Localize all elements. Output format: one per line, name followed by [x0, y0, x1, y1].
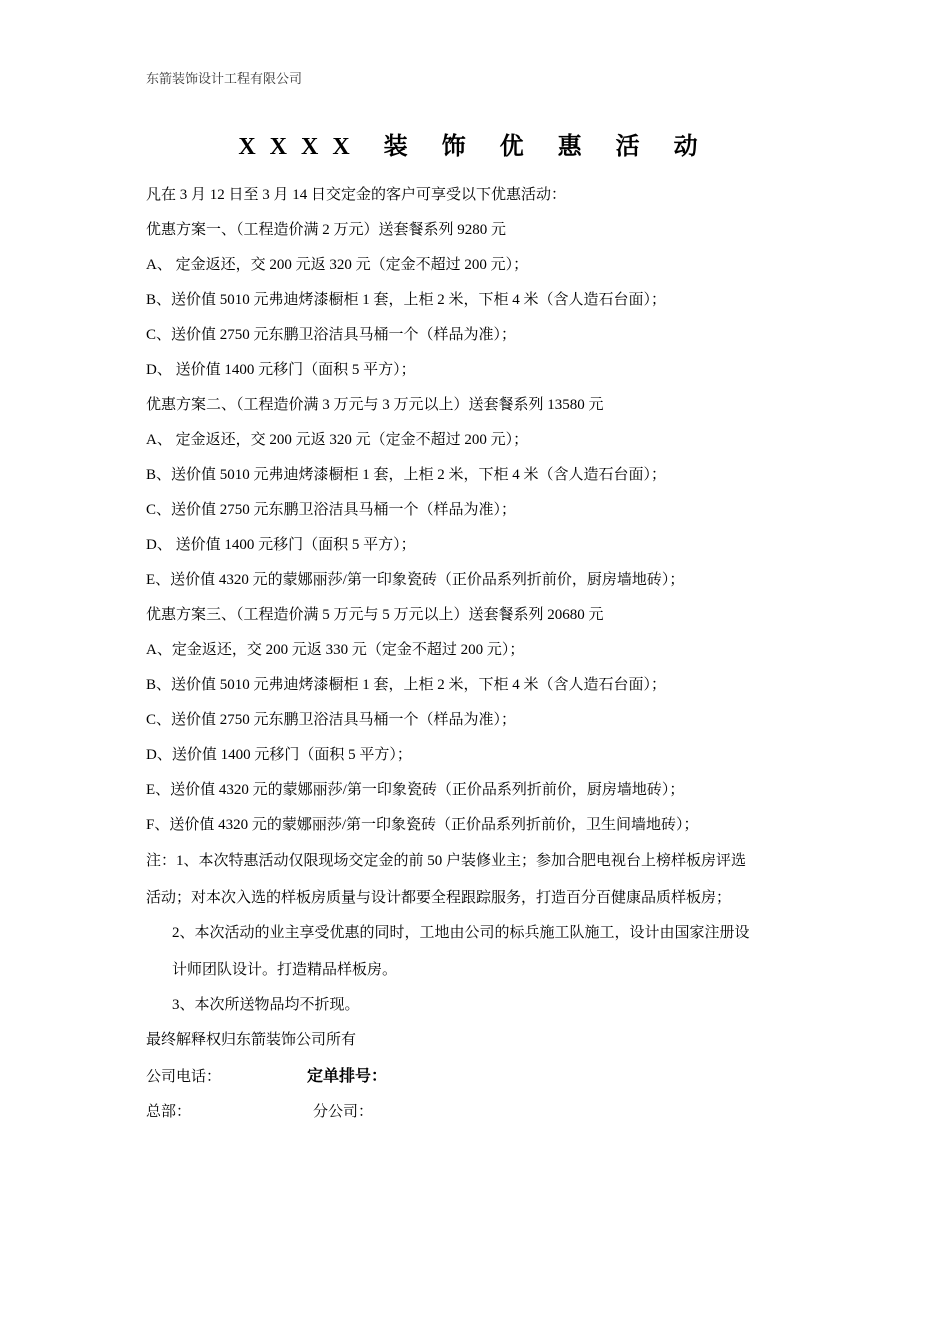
plan2-item-e: E、送价值 4320 元的蒙娜丽莎/第一印象瓷砖（正价品系列折前价，厨房墙地砖）；: [146, 572, 685, 588]
plan2-item-d: D、 送价值 1400 元移门（面积 5 平方）；: [146, 537, 416, 553]
plan1-item-c: C、送价值 2750 元东鹏卫浴洁具马桶一个（样品为准）；: [146, 327, 517, 343]
page-header: 东箭装饰设计工程有限公司: [146, 71, 303, 86]
plan3-item-d: D、送价值 1400 元移门（面积 5 平方）；: [146, 747, 412, 763]
hq-label: 总部：: [146, 1104, 192, 1120]
order-label: 定单排号：: [307, 1068, 388, 1085]
branch-label: 分公司：: [313, 1104, 374, 1120]
plan3-title: 优惠方案三、（工程造价满 5 万元与 5 万元以上）送套餐系列 20680 元: [146, 607, 604, 623]
plan3-item-a: A、定金返还，交 200 元返 330 元（定金不超过 200 元）；: [146, 642, 525, 658]
plan2-item-a: A、 定金返还，交 200 元返 320 元（定金不超过 200 元）；: [146, 432, 529, 448]
note-2-line-1: 2、本次活动的业主享受优惠的同时，工地由公司的标兵施工队施工，设计由国家注册设: [172, 925, 750, 941]
plan1-item-a: A、 定金返还，交 200 元返 320 元（定金不超过 200 元）；: [146, 257, 529, 273]
plan1-item-d: D、 送价值 1400 元移门（面积 5 平方）；: [146, 362, 416, 378]
plan3-item-b: B、送价值 5010 元弗迪烤漆橱柜 1 套，上柜 2 米，下柜 4 米（含人造石台面）；: [146, 677, 667, 693]
plan2-item-c: C、送价值 2750 元东鹏卫浴洁具马桶一个（样品为准）；: [146, 502, 517, 518]
plan3-item-c: C、送价值 2750 元东鹏卫浴洁具马桶一个（样品为准）；: [146, 712, 517, 728]
note-1-line-2: 活动；对本次入选的样板房质量与设计都要全程跟踪服务，打造百分百健康品质样板房；: [146, 890, 732, 906]
intro-text: 凡在 3 月 12 日至 3 月 14 日交定金的客户可享受以下优惠活动：: [146, 187, 567, 203]
note-1-line-1: 注：1、本次特惠活动仅限现场交定金的前 50 户装修业主；参加合肥电视台上榜样板房评选: [146, 853, 747, 869]
plan2-item-b: B、送价值 5010 元弗迪烤漆橱柜 1 套，上柜 2 米，下柜 4 米（含人造石台面）；: [146, 467, 667, 483]
note-3: 3、本次所送物品均不折现。: [172, 997, 360, 1013]
final-note: 最终解释权归东箭装饰公司所有: [146, 1032, 357, 1048]
phone-label: 公司电话：: [146, 1069, 222, 1085]
page-title: XXXX 装 饰 优 惠 活 动: [238, 134, 712, 160]
plan3-item-e: E、送价值 4320 元的蒙娜丽莎/第一印象瓷砖（正价品系列折前价，厨房墙地砖）；: [146, 782, 685, 798]
plan1-item-b: B、送价值 5010 元弗迪烤漆橱柜 1 套，上柜 2 米，下柜 4 米（含人造石台面）；: [146, 292, 667, 308]
plan2-title: 优惠方案二、（工程造价满 3 万元与 3 万元以上）送套餐系列 13580 元: [146, 397, 604, 413]
plan3-item-f: F、送价值 4320 元的蒙娜丽莎/第一印象瓷砖（正价品系列折前价，卫生间墙地砖）；: [146, 817, 699, 833]
plan1-title: 优惠方案一、（工程造价满 2 万元）送套餐系列 9280 元: [146, 222, 507, 238]
note-2-line-2: 计师团队设计。打造精品样板房。: [172, 962, 398, 978]
